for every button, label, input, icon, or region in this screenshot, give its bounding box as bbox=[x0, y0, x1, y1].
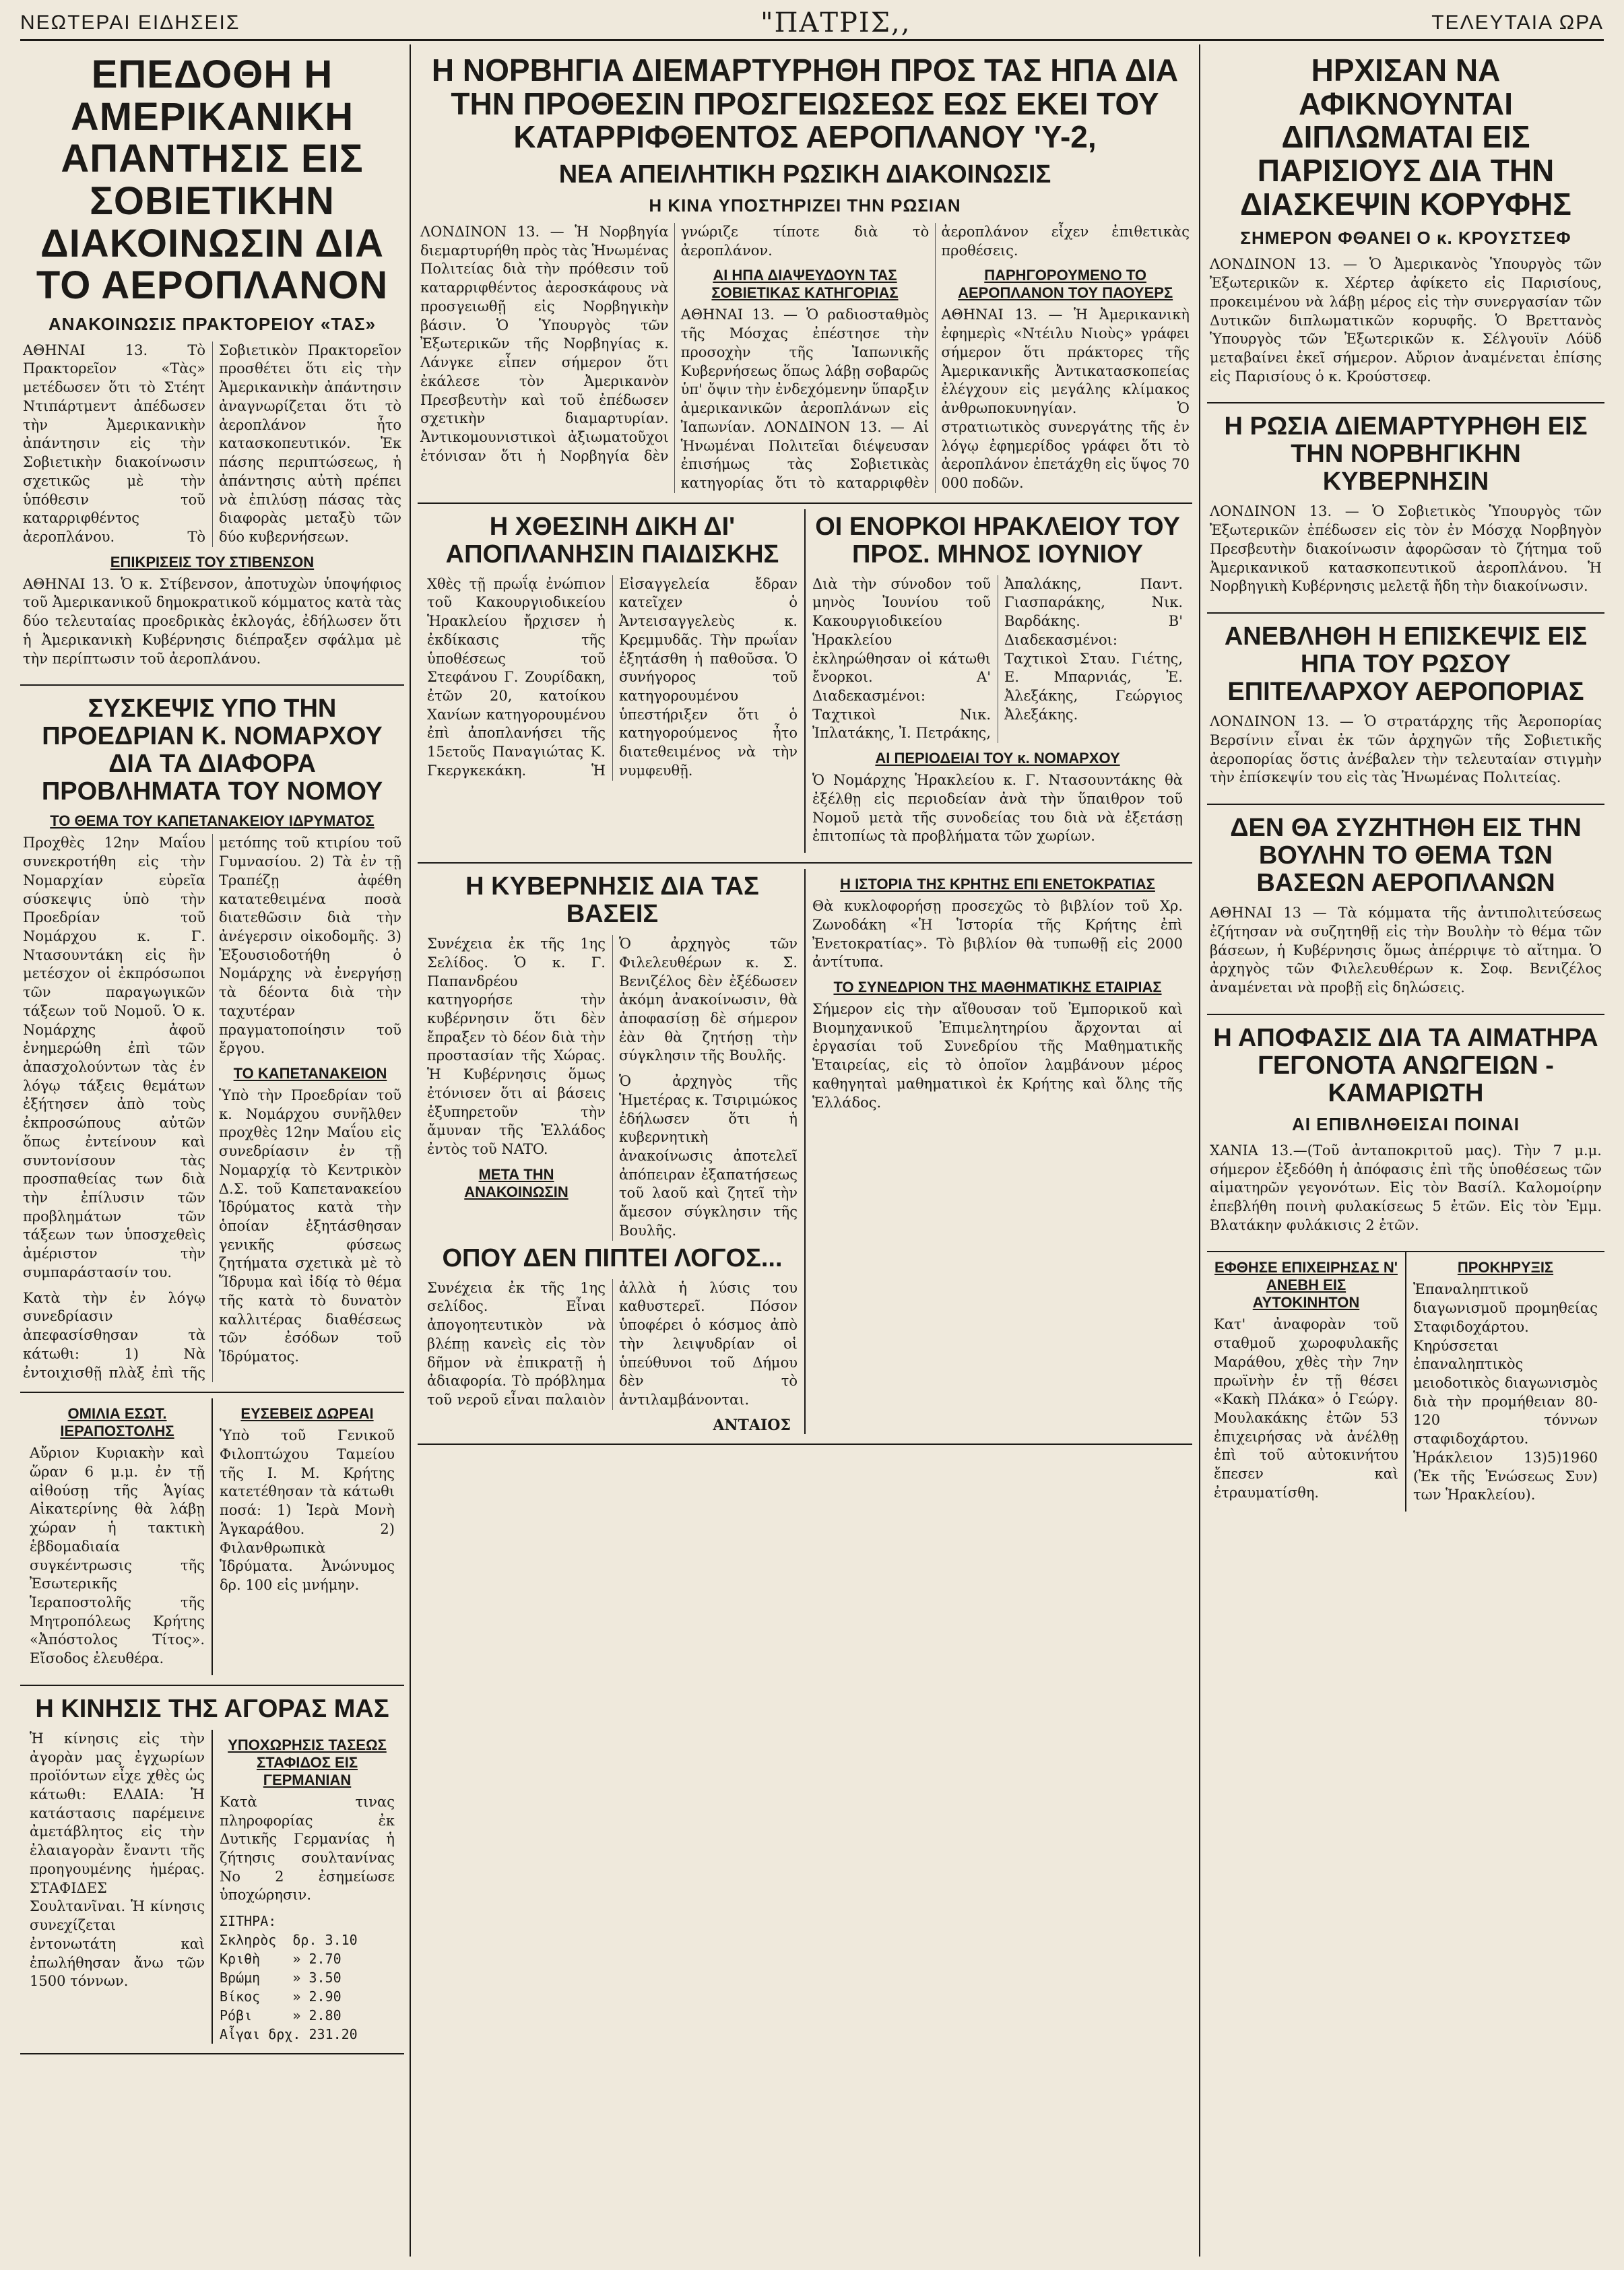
masthead-rule bbox=[20, 39, 1604, 41]
headline: Η ΧΘΕΣΙΝΗ ΔΙΚΗ ΔΙ' ΑΠΟΠΛΑΝΗΣΙΝ ΠΑΙΔΙΣΚΗΣ bbox=[445, 512, 779, 569]
article-body: Σήμερον εἰς τὴν αἴθουσαν τοῦ Ἐμπορικοῦ καὶ Βιομηχανικοῦ Ἐπιμελητηρίου ἄρχονται αἱ ἐργασίαι τοῦ Συνεδρίου τῆς Μαθηματικῆς Ἑταιρείας, εἰς τὸ ὁποῖον λαμβάνουν μέρος καθηγηταὶ μαθηματικοὶ ἐκ Κρήτης καὶ ὅλης τῆς Ἑλλάδος. bbox=[812, 1000, 1183, 1111]
article-body: ΑΘΗΝΑΙ 13. Τὸ Πρακτορεῖον «Τὰς» μετέδωσεν ὅτι τὸ Στέητ Ντιπάρτμεντ ἀπέδωσεν τὴν Ἀμερικανικὴν ἀπάντησιν εἰς τὴν Σοβιετικὴν διακοίνωσιν σχετικῶς μὲ τὴν ὑπόθεσιν τοῦ καταρριφθέντος ἀεροπλάνου. Τὸ Σοβιετικὸν Πρακτορεῖον προσθέτει ὅτι εἰς τὴν Ἀμερικανικὴν ἀπάντησιν ἀναγνωρίζεται ὅτι τὸ ἀεροπλάνον ἦτο κατασκοπευτικόν. Ἐκ πάσης περιπτώσεως, ἡ ἀπάντησις αὐτὴ πρέπει νὰ ἐπιλύσῃ πάσας τὰς διαφορὰς μεταξὺ τῶν δύο κυβερνήσεων. bbox=[23, 342, 401, 545]
article-body: Κατὰ τὴν ἐν λόγῳ συνεδρίασιν ἀπεφασίσθησαν τὰ κάτωθι: 1) Νὰ ἐντοιχισθῇ πλὰξ ἐπὶ τῆς μετόπης τοῦ κτιρίου τοῦ Γυμνασίου. 2) Τὰ ἐν τῇ Τραπέζῃ ἀφέθη κατατεθειμένα ποσὰ διατεθῶσιν διὰ τὴν ἀνέγερσιν οἰκοδομῆς. 3) Ἐξουσιοδοτήθη ὁ Νομάρχης νὰ ἐνεργήσῃ τὰ δέοντα διὰ τὴν ταχυτέραν πραγματοποίησιν τοῦ ἔργου. bbox=[23, 835, 401, 1381]
headline: Η ΚΙΝΗΣΙΣ ΤΗΣ ΑΓΟΡΑΣ ΜΑΣ bbox=[35, 1694, 389, 1723]
article-body: Ὑπὸ τοῦ Γενικοῦ Φιλοπτώχου Ταμείου τῆς Ι. Μ. Κρήτης κατετέθησαν τὰ κάτωθι ποσά: 1) Ἱερὰ Μονὴ Ἁγκαράθου. 2) Φιλανθρωπικὰ Ἱδρύματα. Ἀνώνυμος δρ. 100 εἰς μνήμην. bbox=[220, 1427, 395, 1593]
article-body: Διὰ τὴν σύνοδον τοῦ μηνὸς Ἰουνίου τοῦ Κακουργιοδικείου Ἡρακλείου ἐκληρώθησαν οἱ κάτωθι ἔνορκοι. Α' Διαδεκασμένοι: Ταχτικοὶ Νικ. Ἰπλατάκης, Ἰ. Πετράκης, Ἀπαλάκης, Παντ. Γιασπαράκης, Νικ. Βαρδάκης. Β' Διαδεκασμένοι: Ταχτικοὶ Σταυ. Γιέτης, Ε. Μπαρνιάς, Ἐ. Ἀλεξάκης, Γεώργιος Ἀλεξάκης. bbox=[812, 575, 1183, 742]
article-pair bbox=[1207, 1252, 1604, 1512]
article-body: ΛΟΝΔΙΝΟΝ 13. — Ὁ Ἀμερικανὸς Ὑπουργὸς τῶν Ἐξωτερικῶν κ. Χέρτερ ἀφίκετο εἰς Παρισίους, προκειμένου νὰ λάβῃ μέρος εἰς τὴν συνεργασίαν τῶν Δυτικῶν διπλωματικῶν κορυφῆς. Ὁ Βρεττανὸς Ὑπουργὸς τῶν Ἐξωτερικῶν κ. Σέλγουϊν Λόϋδ μεταβαίνει ἐκεῖ σήμερον. Αὔριον ἀναμένεται ἐπίσης εἰς Παρισίους ὁ κ. Κρούστσεφ. bbox=[1210, 256, 1602, 385]
section-kicker: ΕΥΣΕΒΕΙΣ ΔΩΡΕΑΙ bbox=[240, 1405, 374, 1423]
headline: ΔΕΝ ΘΑ ΣΥΖΗΤΗΘΗ ΕΙΣ ΤΗΝ ΒΟΥΛΗΝ ΤΟ ΘΕΜΑ ΤΩΝ ΒΑΣΕΩΝ ΑΕΡΟΠΛΑΝΩΝ bbox=[1230, 814, 1582, 898]
price-list: ΣΙΤΗΡΑ: Σκληρὸς δρ. 3.10 Κριθὴ » 2.70 Βρώμη » 3.50 Βίκος » 2.90 Ρόβι » 2.80 Αἶγαι δρχ. 231.20 bbox=[220, 1913, 358, 2043]
column-divider bbox=[410, 44, 411, 2257]
article-body: Συνέχεια ἐκ τῆς 1ης σελίδος. Εἶναι ἀπογοητευτικὸν νὰ βλέπῃ κανεὶς εἰς τὸν δῆμον νὰ ἐπικρατῇ ἡ ἀδιαφορία. Τὸ πρόβλημα τοῦ νεροῦ εἶναι παλαιὸν ἀλλὰ ἡ λύσις του καθυστερεῖ. Πόσον ὑποφέρει ὁ κόσμος ἀπὸ τὴν λειψυδρίαν οἱ ὑπεύθυνοι τοῦ Δήμου δὲν τὸ ἀντιλαμβάνονται. bbox=[427, 1279, 798, 1408]
byline: ΑΝΤΑΙΟΣ bbox=[713, 1416, 791, 1434]
article-american-reply bbox=[20, 44, 404, 686]
masthead-right: ΤΕΛΕΥΤΑΙΑ ΩΡΑ bbox=[1431, 11, 1604, 34]
subheadline: ΑΝΑΚΟΙΝΩΣΙΣ ΠΡΑΚΤΟΡΕΙΟΥ «ΤΑΣ» bbox=[48, 313, 377, 334]
article-diplomats-paris bbox=[1207, 44, 1604, 403]
headline: ΗΡΧΙΣΑΝ ΝΑ ΑΦΙΚΝΟΥΝΤΑΙ ΔΙΠΛΩΜΑΤΑΙ ΕΙΣ ΠΑΡΙΣΙΟΥΣ ΔΙΑ ΤΗΝ ΔΙΑΣΚΕΨΙΝ ΚΟΡΥΦΗΣ bbox=[1240, 53, 1571, 222]
section-kicker: Η ΙΣΤΟΡΙΑ ΤΗΣ ΚΡΗΤΗΣ ΕΠΙ ΕΝΕΤΟΚΡΑΤΙΑΣ bbox=[840, 876, 1155, 893]
section-kicker: ΠΑΡΗΓΟΡΟΥΜΕΝΟ ΤΟ ΑΕΡΟΠΛΑΝΟΝ ΤΟΥ ΠΑΟΥΕΡΣ bbox=[958, 267, 1173, 302]
subheadline: ΑΙ ΕΠΙΒΛΗΘΕΙΣΑΙ ΠΟΙΝΑΙ bbox=[1291, 1113, 1520, 1134]
masthead-title: "ΠΑΤΡΙΣ,, bbox=[760, 7, 911, 38]
column-divider bbox=[1199, 44, 1200, 2257]
subheadline: ΝΕΑ ΑΠΕΙΛΗΤΙΚΗ ΡΩΣΙΚΗ ΔΙΑΚΟΙΝΩΣΙΣ bbox=[558, 160, 1051, 189]
section-kicker: ΥΠΟΧΩΡΗΣΙΣ ΤΑΣΕΩΣ ΣΤΑΦΙΔΟΣ ΕΙΣ ΓΕΡΜΑΝΙΑΝ bbox=[228, 1736, 387, 1788]
article-body: ΛΟΝΔΙΝΟΝ 13. — Ἡ Νορβηγία διεμαρτυρήθη πρὸς τὰς Ἡνωμένας Πολιτείας διὰ τὴν πρόθεσιν τοῦ καταρριφθέντος ἀεροσκάφους νὰ προσγειωθῇ εἰς Νορβηγικὴν βάσιν. Ὁ Ὑπουργὸς τῶν Ἐξωτερικῶν τῆς Νορβηγίας κ. Λάνγκε εἶπεν σήμερον ὅτι ἐκάλεσε τὸν Ἀμερικανὸν Πρεσβευτὴν καὶ τοῦ ἐπέδωσεν σχετικὴν διαμαρτυρίαν. Ἀντικομουνιστικοὶ ἀξιωματοῦχοι ἐτόνισαν ὅτι ἡ Νορβηγία δὲν γνώριζε τίποτε διὰ τὸ ἀεροπλάνον. bbox=[420, 224, 930, 464]
article-body: Ὁ Νομάρχης Ἡρακλείου κ. Γ. Ντασουντάκης θὰ ἐξέλθῃ εἰς περιοδείαν ἀνὰ τὴν ὕπαιθρον τοῦ Νομοῦ μετὰ τῆς συνοδείας του διὰ νὰ ἐξετάσῃ ἐπιτοπίως τὰ προβλήματα τῶν χωρίων. bbox=[812, 772, 1183, 845]
article-body: Θὰ κυκλοφορήσῃ προσεχῶς τὸ βιβλίον τοῦ Χρ. Ζωνοδάκη «Ἡ Ἱστορία τῆς Κρήτης ἐπὶ Ἐνετοκρατίας». Τὸ βιβλίον θὰ τυπωθῇ εἰς 2000 ἀντίτυπα. bbox=[812, 898, 1183, 971]
article-body: Ὁ ἀρχηγὸς τῆς Ἡμετέρας κ. Τσιριμώκος ἐδήλωσεν ὅτι ἡ κυβερνητικὴ ἀνακοίνωσις ἀποτελεῖ ἀπόπειραν ἐξαπατήσεως τοῦ λαοῦ καὶ ζητεῖ τὴν ἄμεσον σύγκλησιν τῆς Βουλῆς. bbox=[619, 1073, 798, 1239]
section-kicker: ΕΠΙΚΡΙΣΕΙΣ ΤΟΥ ΣΤΙΒΕΝΣΟΝ bbox=[110, 553, 315, 571]
article-body: Συνέχεια ἐκ τῆς 1ης Σελίδος. Ὁ κ. Γ. Παπανδρέου κατηγορήσε τὴν κυβέρνησιν ὅτι δὲν ἔπραξεν τὸ δέον διὰ τὴν προστασίαν τῆς Χώρας. Ἡ Κυβέρνησις ὅμως ἐτόνισεν ὅτι αἱ βάσεις ἐξυπηρετοῦν τὴν ἄμυναν τῆς Ἑλλάδος ἐντὸς τοῦ NATO. bbox=[427, 936, 606, 1158]
article-body: Κατ' ἀναφορὰν τοῦ σταθμοῦ χωροφυλακῆς Μαράθου, χθὲς τὴν 7ην πρωϊνὴν ἐν τῇ θέσει «Κακὴ Πλάκα» ὁ Γεώργ. Μουλακάκης ἐτῶν 53 ἐπιχειρήσας νὰ ἀνέλθῃ ἐπὶ τοῦ αὐτοκινήτου ἔπεσεν καὶ ἐτραυματίσθη. bbox=[1214, 1316, 1398, 1501]
masthead bbox=[20, 9, 1604, 36]
article-norway-protest bbox=[418, 44, 1192, 504]
article-body: ΛΟΝΔΙΝΟΝ 13. — Ὁ στρατάρχης τῆς Ἀεροπορίας Βερσίνιν εἶναι ἐκ τῶν ἀρχηγῶν τῆς Σοβιετικῆς ἀεροπορίας ὅστις ἀνέβαλεν τὴν τελευταίαν στιγμὴν τὴν ἐπίσκεψίν του εἰς τὰς Ἡνωμένας Πολιτείας. bbox=[1210, 713, 1602, 786]
headline: ΟΙ ΕΝΟΡΚΟΙ ΗΡΑΚΛΕΙΟΥ ΤΟΥ ΠΡΟΣ. ΜΗΝΟΣ ΙΟΥΝΙΟΥ bbox=[815, 512, 1180, 569]
headline: ΟΠΟΥ ΔΕΝ ΠΙΠΤΕΙ ΛΟΓΟΣ... bbox=[442, 1243, 783, 1272]
article-body: ΑΘΗΝΑΙ 13 — Τὰ κόμματα τῆς ἀντιπολιτεύσεως ἐζήτησαν νὰ συζητηθῇ εἰς τὴν Βουλὴν τὸ θέμα τῶν βάσεων, ἡ Κυβέρνησις ὅμως ἀπέρριψε τὸ αἴτημα. Ὁ ἀρχηγὸς τῶν Φιλελευθέρων κ. Σοφ. Βενιζέλος ἀναμένεται νὰ προβῇ εἰς δηλώσεις. bbox=[1210, 905, 1602, 996]
article-bases-parliament bbox=[1207, 805, 1604, 1015]
section-kicker: ΠΡΟΚΗΡΥΞΙΣ bbox=[1457, 1259, 1554, 1276]
article-body: ΑΘΗΝΑΙ 13. — Ὁ ραδιοσταθμὸς τῆς Μόσχας ἐπέστησε τὴν προσοχὴν τῆς Ἰαπωνικῆς Κυβερνήσεως ὅπως λάβῃ σοβαρῶς ὑπ' ὄψιν τὴν ἐνδεχόμενην ὕπαρξιν ἀμερικανικῶν ἀεροπλάνων εἰς Ἰαπωνίαν. ΛΟΝΔΙΝΟΝ 13. — Αἱ Ἡνωμέναι Πολιτεῖαι διέψευσαν ἐπισήμως τὰς Σοβιετικὰς κατηγορίας ὅτι τὸ καταρριφθὲν ἀεροπλάνον εἶχεν ἐπιθετικὰς προθέσεις. bbox=[680, 224, 1190, 491]
article-court-decision bbox=[1207, 1015, 1604, 1253]
headline: Η ΡΩΣΙΑ ΔΙΕΜΑΡΤΥΡΗΘΗ ΕΙΣ ΤΗΝ ΝΟΡΒΗΓΙΚΗΝ ΚΥΒΕΡΝΗΣΙΝ bbox=[1224, 412, 1588, 496]
article-body: ΑΘΗΝΑΙ 13. — Ἡ Ἀμερικανικὴ ἐφημερὶς «Ντέιλυ Νιοὺς» γράφει σήμερον ὅτι πράκτορες τῆς Ἀμερικανικῆς Ἀντικατασκοπείας ἐλέγχουν εἰς μεγάλης κλίμακος ἀνθρωποκυνηγίαν. Ὁ στρατιωτικὸς συνεργάτης τῆς ἐν λόγῳ ἐφημερίδος γράφει ὅτι τὸ ἀεροπλάνον ἐπετάχθη εἰς ὕψος 70 000 ποδῶν. bbox=[941, 306, 1190, 491]
headline: Η ΚΥΒΕΡΝΗΣΙΣ ΔΙΑ ΤΑΣ ΒΑΣΕΙΣ bbox=[465, 872, 759, 929]
section-kicker: ΤΟ ΘΕΜΑ ΤΟΥ ΚΑΠΕΤΑΝΑΚΕΙΟΥ ΙΔΡΥΜΑΤΟΣ bbox=[50, 812, 375, 830]
article-body: Ὁ ἀρχηγὸς τῶν Φιλελευθέρων κ. Σ. Βενιζέλος δὲν ἐξέδωσεν ἀκόμη ἀνακοίνωσιν, θὰ ἀποφασίσῃ δὲ σήμερον ἐὰν θὰ ζητήσῃ τὴν σύγκλησιν τῆς Βουλῆς. bbox=[619, 936, 798, 1064]
article-pair bbox=[20, 1393, 404, 1686]
headline: ΣΥΣΚΕΨΙΣ ΥΠΟ ΤΗΝ ΠΡΟΕΔΡΙΑΝ Κ. ΝΟΜΑΡΧΟΥ ΔΙΑ ΤΑ ΔΙΑΦΟΡΑ ΠΡΟΒΛΗΜΑΤΑ ΤΟΥ ΝΟΜΟΥ bbox=[41, 694, 383, 806]
section-kicker: ΜΕΤΑ ΤΗΝ ΑΝΑΚΟΙΝΩΣΙΝ bbox=[464, 1165, 569, 1200]
headline: Η ΑΠΟΦΑΣΙΣ ΔΙΑ ΤΑ ΑΙΜΑΤΗΡΑ ΓΕΓΟΝΟΤΑ ΑΝΩΓΕΙΩΝ - ΚΑΜΑΡΙΩΤΗ bbox=[1213, 1023, 1598, 1107]
subheadline: Η ΚΙΝΑ ΥΠΟΣΤΗΡΙΖΕΙ ΤΗΝ ΡΩΣΙΑΝ bbox=[649, 195, 961, 216]
article-body: ΑΘΗΝΑΙ 13. Ὁ κ. Στίβενσον, ἀποτυχὼν ὑποψήφιος τοῦ Ἀμερικανικοῦ δημοκρατικοῦ κόμματος κατὰ τὰς δύο τελευταίας προεδρικὰς ἐκλογάς, ἐδήλωσεν ὅτι ἡ Ἀμερικανικὴ Κυβέρνησις διέπραξεν σφάλμα μὲ τὴν περίπτωσιν τοῦ ἀεροπλάνου. bbox=[23, 575, 401, 667]
article-body: Κατὰ τινας πληροφορίας ἐκ Δυτικῆς Γερμανίας ἡ ζήτησις σουλτανίνας Νο 2 ἐσημείωσε ὑποχώρησιν. bbox=[220, 1793, 395, 1904]
article-body: Ἐπαναληπτικοῦ διαγωνισμοῦ προμηθείας Σταφιδοχάρτου. Κηρύσσεται ἐπαναληπτικὸς μειοδοτικὸς διαγωνισμὸς διὰ τὴν προμήθειαν 80-120 τόννων σταφιδοχάρτου. Ἡράκλειον 13)5)1960 (Ἐκ τῆς Ἑνώσεως Συν) των Ἡρακλείου). bbox=[1413, 1281, 1598, 1503]
article-market bbox=[20, 1686, 404, 2054]
article-body: Χθὲς τῇ πρωΐᾳ ἐνώπιον τοῦ Κακουργιοδικείου Ἡρακλείου ἤρχισεν ἡ ἐκδίκασις τῆς ὑποθέσεως τοῦ Στεφάνου Γ. Ζουρίδακη, ἐτῶν 20, κατοίκου Χανίων κατηγορουμένου ἐπὶ ἀποπλανήσει τῆς 15ετοῦς Παναγιώτας Κ. Γκεργκεκάκη. Ἡ Εἰσαγγελεία ἔδραν κατεῖχεν ὁ Ἀντεισαγγελεὺς κ. Κρεμμυδᾶς. Τὴν πρωΐαν ἐξητάσθη ἡ παθοῦσα. Ὁ συνήγορος τοῦ κατηγορουμένου ὑπεστήριξεν ὅτι ὁ κατηγορούμενος ἦτο διατεθειμένος νὰ τὴν νυμφευθῇ. bbox=[427, 575, 798, 779]
article-pair bbox=[418, 504, 1192, 864]
article-prefect-meeting bbox=[20, 686, 404, 1393]
article-body: Προχθὲς 12ην Μαΐου συνεκροτήθη εἰς τὴν Νομαρχίαν εὐρεῖα σύσκεψις ὑπὸ τὴν Προεδρίαν τοῦ Νομάρχου κ. Γ. Ντασουντάκη εἰς ἣν μετέσχον οἱ ἐκπρόσωποι τῶν παραγωγικῶν τάξεων τοῦ Νομοῦ. Ὁ κ. Νομάρχης ἀφοῦ ἐνημερώθη ἐπὶ τῶν ἀπασχολούντων τὰς ἐν λόγῳ τάξεις θεμάτων ἐξήτησεν ἀπὸ τοὺς ἐκπροσώπους αὐτῶν ὅπως ἐντείνουν καὶ συντονίσουν τὰς προσπαθείας των διὰ τὴν ἐπίλυσιν τῶν προβλημάτων τῶν τάξεων των ὑποσχεθεὶς ἀμέριστον τὴν συμπαράστασίν του. bbox=[23, 835, 205, 1280]
article-body: Ἡ κίνησις εἰς τὴν ἀγορὰν μας ἐγχωρίων προϊόντων εἶχε χθὲς ὡς κάτωθι: ΕΛΑΙΑ: Ἡ κατάστασις παρέμεινε ἀμετάβλητος εἰς τὴν ἐλαιαγορὰν ἔναντι τῆς προηγουμένης ἡμέρας. ΣΤΑΦΙΔΕΣ Σουλτανῖναι. Ἡ κίνησις συνεχίζεται ἐντονωτάτη καὶ ἐπωλήθησαν ἄνω τῶν 1500 τόννων. bbox=[30, 1730, 205, 1990]
article-body: ΧΑΝΙΑ 13.—(Τοῦ ἀνταποκριτοῦ μας). Τὴν 7 μ.μ. σήμερον ἐξεδόθη ἡ ἀπόφασις ἐπὶ τῆς ὑποθέσεως τῶν αἱματηρῶν γεγονότων. Εἰς τὸν Βασίλ. Καλομοίρην ἐπεβλήθη ποινὴ φυλακίσεως 5 ἐτῶν. Εἰς τὸν Ἐμμ. Βλατάκην φυλάκισις 2 ἐτῶν. bbox=[1210, 1142, 1602, 1233]
article-pair bbox=[418, 864, 1192, 1445]
column-right bbox=[1207, 44, 1604, 2257]
section-kicker: ΤΟ ΚΑΠΕΤΑΝΑΚΕΙΟΝ bbox=[233, 1065, 387, 1082]
section-kicker: ΑΙ ΠΕΡΙΟΔΕΙΑΙ ΤΟΥ κ. ΝΟΜΑΡΧΟΥ bbox=[875, 750, 1120, 767]
article-body: Ὑπὸ τὴν Προεδρίαν τοῦ κ. Νομάρχου συνῆλθεν προχθὲς 12ην Μαΐου εἰς συνεδρίασιν ἐν τῇ Νομαρχίᾳ τὸ Κεντρικὸν Δ.Σ. τοῦ Καπετανακείου Ἱδρύματος κατὰ τὴν ὁποίαν ἐξητάσθησαν γενικῆς φύσεως ζητήματα σχετικὰ μὲ τὸ Ἵδρυμα καὶ ἰδίᾳ τὸ θέμα τῆς κατὰ τὸ δυνατὸν καλλιτέρας διαθέσεως τῶν ἐσόδων τοῦ Ἱδρύματος. bbox=[219, 1087, 401, 1365]
headline: ΑΝΕΒΛΗΘΗ Η ΕΠΙΣΚΕΨΙΣ ΕΙΣ ΗΠΑ ΤΟΥ ΡΩΣΟΥ ΕΠΙΤΕΛΑΡΧΟΥ ΑΕΡΟΠΟΡΙΑΣ bbox=[1224, 622, 1588, 707]
headline: Η ΝΟΡΒΗΓΙΑ ΔΙΕΜΑΡΤΥΡΗΘΗ ΠΡΟΣ ΤΑΣ ΗΠΑ ΔΙΑ ΤΗΝ ΠΡΟΘΕΣΙΝ ΠΡΟΣΓΕΙΩΣΕΩΣ ΕΩΣ ΕΚΕΙ ΤΟΥ ΚΑΤΑΡΡΙΦΘΕΝΤΟΣ ΑΕΡΟΠΛΑΝΟΥ 'Υ-2, bbox=[431, 53, 1179, 155]
article-body: ΛΟΝΔΙΝΟΝ 13. — Ὁ Σοβιετικὸς Ὑπουργὸς τῶν Ἐξωτερικῶν ἐπέδωσεν εἰς τὸν ἐν Μόσχᾳ Νορβηγὸν Πρεσβευτὴν διακοίνωσιν ἀφορῶσαν τὸ ζήτημα τοῦ Ἀμερικανικοῦ κατασκοπευτικοῦ ἀεροπλάνου. Ἡ Νορβηγικὴ Κυβέρνησις μελετᾷ ἤδη τὴν διακοίνωσιν. bbox=[1210, 503, 1602, 595]
article-visit-postponed bbox=[1207, 614, 1604, 805]
column-left bbox=[20, 44, 404, 2257]
subheadline: ΣΗΜΕΡΟΝ ΦΘΑΝΕΙ Ο κ. ΚΡΟΥΣΤΣΕΦ bbox=[1240, 228, 1571, 249]
section-kicker: ΕΦΘΗΣΕ ΕΠΙΧΕΙΡΗΣΑΣ Ν' ΑΝΕΒΗ ΕΙΣ ΑΥΤΟΚΙΝΗΤΟΝ bbox=[1214, 1259, 1398, 1311]
column-center bbox=[418, 44, 1192, 2257]
headline: ΕΠΕΔΟΘΗ Η ΑΜΕΡΙΚΑΝΙΚΗ ΑΠΑΝΤΗΣΙΣ ΕΙΣ ΣΟΒΙΕΤΙΚΗΝ ΔΙΑΚΟΙΝΩΣΙΝ ΔΙΑ ΤΟ ΑΕΡΟΠΛΑΝΟΝ bbox=[36, 53, 389, 308]
article-russia-protest bbox=[1207, 403, 1604, 614]
section-kicker: ΤΟ ΣΥΝΕΔΡΙΟΝ ΤΗΣ ΜΑΘΗΜΑΤΙΚΗΣ ΕΤΑΙΡΙΑΣ bbox=[833, 978, 1162, 996]
section-kicker: ΟΜΙΛΙΑ ΕΣΩΤ. ΙΕΡΑΠΟΣΤΟΛΗΣ bbox=[60, 1405, 174, 1440]
section-kicker: ΑΙ ΗΠΑ ΔΙΑΨΕΥΔΟΥΝ ΤΑΣ ΣΟΒΙΕΤΙΚΑΣ ΚΑΤΗΓΟΡΙΑΣ bbox=[711, 267, 899, 302]
masthead-left: ΝΕΩΤΕΡΑΙ ΕΙΔΗΣΕΙΣ bbox=[20, 11, 240, 34]
article-body: Αὔριον Κυριακὴν καὶ ὥραν 6 μ.μ. ἐν τῇ αἰθούσῃ τῆς Ἁγίας Αἰκατερίνης θὰ λάβῃ χώραν ἡ τακτικὴ ἑβδομαδιαία συγκέντρωσις τῆς Ἐσωτερικῆς Ἱεραποστολῆς τῆς Μητροπόλεως Κρήτης «Ἀπόστολος Τίτος». Εἴσοδος ἐλευθέρα. bbox=[30, 1445, 205, 1667]
